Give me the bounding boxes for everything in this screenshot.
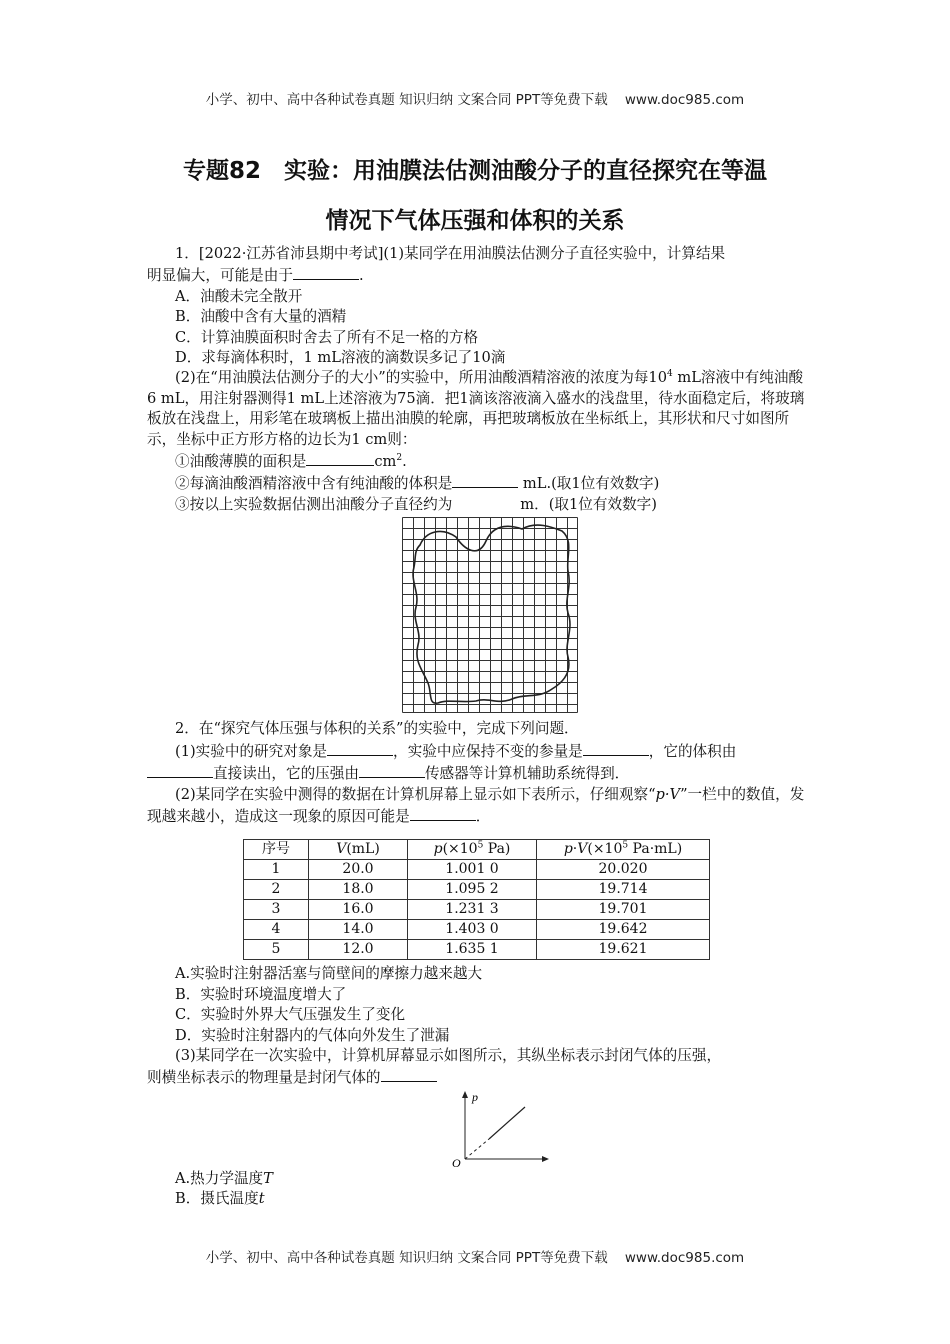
table-cell: 3 [244, 900, 309, 920]
q1-part2-text-a: (2)在“用油膜法估测分子的大小”的实验中，所用油酸酒精溶液的浓度为每10 [175, 369, 667, 387]
oil-film-grid-figure [402, 517, 578, 713]
table-cell: 1.635 1 [408, 940, 537, 960]
header-text: 小学、初中、高中各种试卷真题 知识归纳 文案合同 PPT等免费下载 [205, 92, 608, 108]
table-cell: 19.714 [537, 880, 710, 900]
q2-option-a: A.实验时注射器活塞与筒壁间的摩擦力越来越大 [175, 965, 483, 983]
page-footer [0, 1246, 950, 1266]
answer-blank[interactable] [147, 762, 213, 778]
col-header-product: $p\cdot V(\times 10^5$ Pa·mL) [537, 840, 710, 860]
table-cell: 4 [244, 920, 309, 940]
page-title-line1: 专题82 实验：用油膜法估测油酸分子的直径探究在等温 [182, 158, 767, 184]
q1-sub1 [147, 450, 807, 472]
q1-part2-text-b: mL溶液中有纯油酸6 mL，用注射器测得1 mL上述溶液为75滴．把1滴该溶液滴入盛水的浅盘里，待水面稳定后，将玻璃板放在浅盘上，用彩笔在玻璃板上描出油膜的轮廓，再把玻璃板放在坐标纸上，其形状和尺寸如图所示，坐标中正方形方格的边长为1 cm则： [147, 369, 805, 448]
answer-blank[interactable] [583, 740, 649, 756]
table-cell: 18.0 [309, 880, 408, 900]
col-header-volume: V(mL) [309, 840, 408, 860]
answer-blank[interactable] [306, 450, 374, 466]
origin-label: O [452, 1155, 461, 1169]
oil-film-outline [413, 525, 570, 703]
q1-option-b: B．油酸中含有大量的酒精 [175, 308, 347, 326]
q2-part3-cont [147, 1066, 807, 1088]
table-cell: 5 [244, 940, 309, 960]
q1-sub3 [147, 495, 807, 515]
pv-data-table [243, 839, 710, 960]
answer-blank[interactable] [293, 264, 359, 280]
answer-blank[interactable] [381, 1066, 437, 1082]
table-cell: 1 [244, 860, 309, 880]
q2-option3-b [147, 1189, 807, 1209]
q1-intro-line1: 1．[2022·江苏省沛县期中考试](1)某同学在用油膜法估测分子直径实验中，计算结果 [175, 245, 726, 262]
q2-part2-pv: p·V [655, 785, 681, 803]
q2-part1 [147, 740, 807, 762]
table-row [244, 900, 710, 920]
y-axis-arrow [462, 1091, 468, 1098]
x-axis-arrow [542, 1156, 549, 1162]
q2-option3-b-symbol: t [258, 1190, 265, 1208]
q1-part2 [147, 368, 807, 450]
p-axis-graph [445, 1089, 555, 1169]
table-cell: 14.0 [309, 920, 408, 940]
q1-option-a: A．油酸未完全散开 [175, 287, 303, 305]
table-cell: 1.001 0 [408, 860, 537, 880]
q2-part1-text-a: (1)实验中的研究对象是 [175, 742, 328, 760]
q2-part2 [147, 785, 807, 828]
q2-part1-text-d: 直接读出，它的压强由 [213, 765, 359, 783]
footer-text: 小学、初中、高中各种试卷真题 知识归纳 文案合同 PPT等免费下载 [205, 1250, 608, 1266]
q1-sub3-text: ③按以上实验数据估测出油酸分子直径约为 [175, 495, 453, 513]
col-header-product-exp: 5 [622, 840, 629, 851]
q2-part2-text-a: (2)某同学在实验中测得的数据在计算机屏幕上显示如下表所示，仔细观察“ [175, 785, 656, 803]
dashed-extension [465, 1139, 489, 1159]
q2-part3-text: 则横坐标表示的物理量是封闭气体的 [147, 1069, 381, 1087]
q1-sub2-text: ②每滴油酸酒精溶液中含有纯油酸的体积是 [175, 475, 453, 493]
q1-sub2 [147, 472, 807, 494]
table-row [244, 860, 710, 880]
table-cell: 2 [244, 880, 309, 900]
col-header-pressure-exp: 5 [477, 840, 484, 851]
q1-sub1-unit: cm [374, 453, 397, 471]
q1-option-c: C．计算油膜面积时舍去了所有不足一格的方格 [175, 328, 479, 346]
table-header-row [244, 840, 710, 860]
q1-intro-cont [147, 264, 807, 286]
table-cell: 1.403 0 [408, 920, 537, 940]
table-cell: 19.642 [537, 920, 710, 940]
col-header-pressure: $p(\times 10^5$ Pa) [408, 840, 537, 860]
q1-sub1-exp: 2 [396, 453, 403, 464]
q1-sub3-unit: m．(取1位有效数字) [520, 495, 657, 513]
q2-option3-a-symbol: T [263, 1169, 273, 1187]
answer-blank[interactable] [359, 762, 425, 778]
q2-option3-a [147, 1169, 807, 1189]
table-cell: 20.0 [309, 860, 408, 880]
footer-url[interactable]: www.doc985.com [624, 1250, 745, 1266]
q2-part1-text-c: ，它的体积由 [648, 742, 737, 760]
answer-blank[interactable] [452, 472, 518, 488]
q1-sub2-unit: mL.(取1位有效数字) [518, 475, 660, 493]
q1-sub1-end: . [402, 453, 407, 471]
q2-option-d: D．实验时注射器内的气体向外发生了泄漏 [175, 1026, 450, 1044]
q1-option-d: D．求每滴体积时，1 mL溶液的滴数误多记了10滴 [175, 349, 506, 367]
page-title-line2: 情况下气体压强和体积的关系 [325, 208, 625, 234]
y-axis-label: p [472, 1089, 478, 1104]
q2-part2-end: ． [475, 807, 491, 825]
q2-option-b: B．实验时环境温度增大了 [175, 985, 347, 1003]
q1-sub1-text: ①油酸薄膜的面积是 [175, 453, 307, 471]
table-cell: 20.020 [537, 860, 710, 880]
table-cell: 19.701 [537, 900, 710, 920]
table-row [244, 880, 710, 900]
table-cell: 19.621 [537, 940, 710, 960]
q1-intro-end: . [358, 267, 364, 285]
answer-blank[interactable] [410, 805, 476, 821]
q2-option3-a-text: A.热力学温度 [175, 1169, 264, 1187]
q1-part2-exp: 4 [666, 369, 673, 380]
page-header [0, 88, 950, 108]
table-cell: 1.095 2 [408, 880, 537, 900]
q2-part1-text-b: ，实验中应保持不变的参量是 [393, 742, 583, 760]
q2-part2-text-b: ”一栏中的数值，发现越来越小，造成这一现象的原因可能是 [147, 785, 805, 825]
table-row [244, 920, 710, 940]
data-line [489, 1107, 525, 1139]
q2-part3: (3)某同学在一次实验中，计算机屏幕显示如图所示，其纵坐标表示封闭气体的压强， [175, 1046, 722, 1064]
q2-part1-cont [147, 762, 807, 784]
q2-option3-b-text: B．摄氏温度 [175, 1190, 259, 1208]
q2-part1-text-e: 传感器等计算机辅助系统得到． [424, 765, 630, 783]
table-cell: 12.0 [309, 940, 408, 960]
q2-option-c: C．实验时外界大气压强发生了变化 [175, 1006, 406, 1024]
table-cell: 16.0 [309, 900, 408, 920]
document-body [147, 244, 807, 1210]
table-row [244, 940, 710, 960]
q2-intro: 2．在“探究气体压强与体积的关系”的实验中，完成下列问题． [175, 720, 579, 738]
answer-blank[interactable] [327, 740, 393, 756]
header-url[interactable]: www.doc985.com [624, 92, 745, 108]
table-cell: 1.231 3 [408, 900, 537, 920]
col-header-index: 序号 [244, 840, 309, 860]
q1-intro [147, 244, 807, 264]
q1-intro-line2: 明显偏大，可能是由于 [147, 267, 293, 285]
